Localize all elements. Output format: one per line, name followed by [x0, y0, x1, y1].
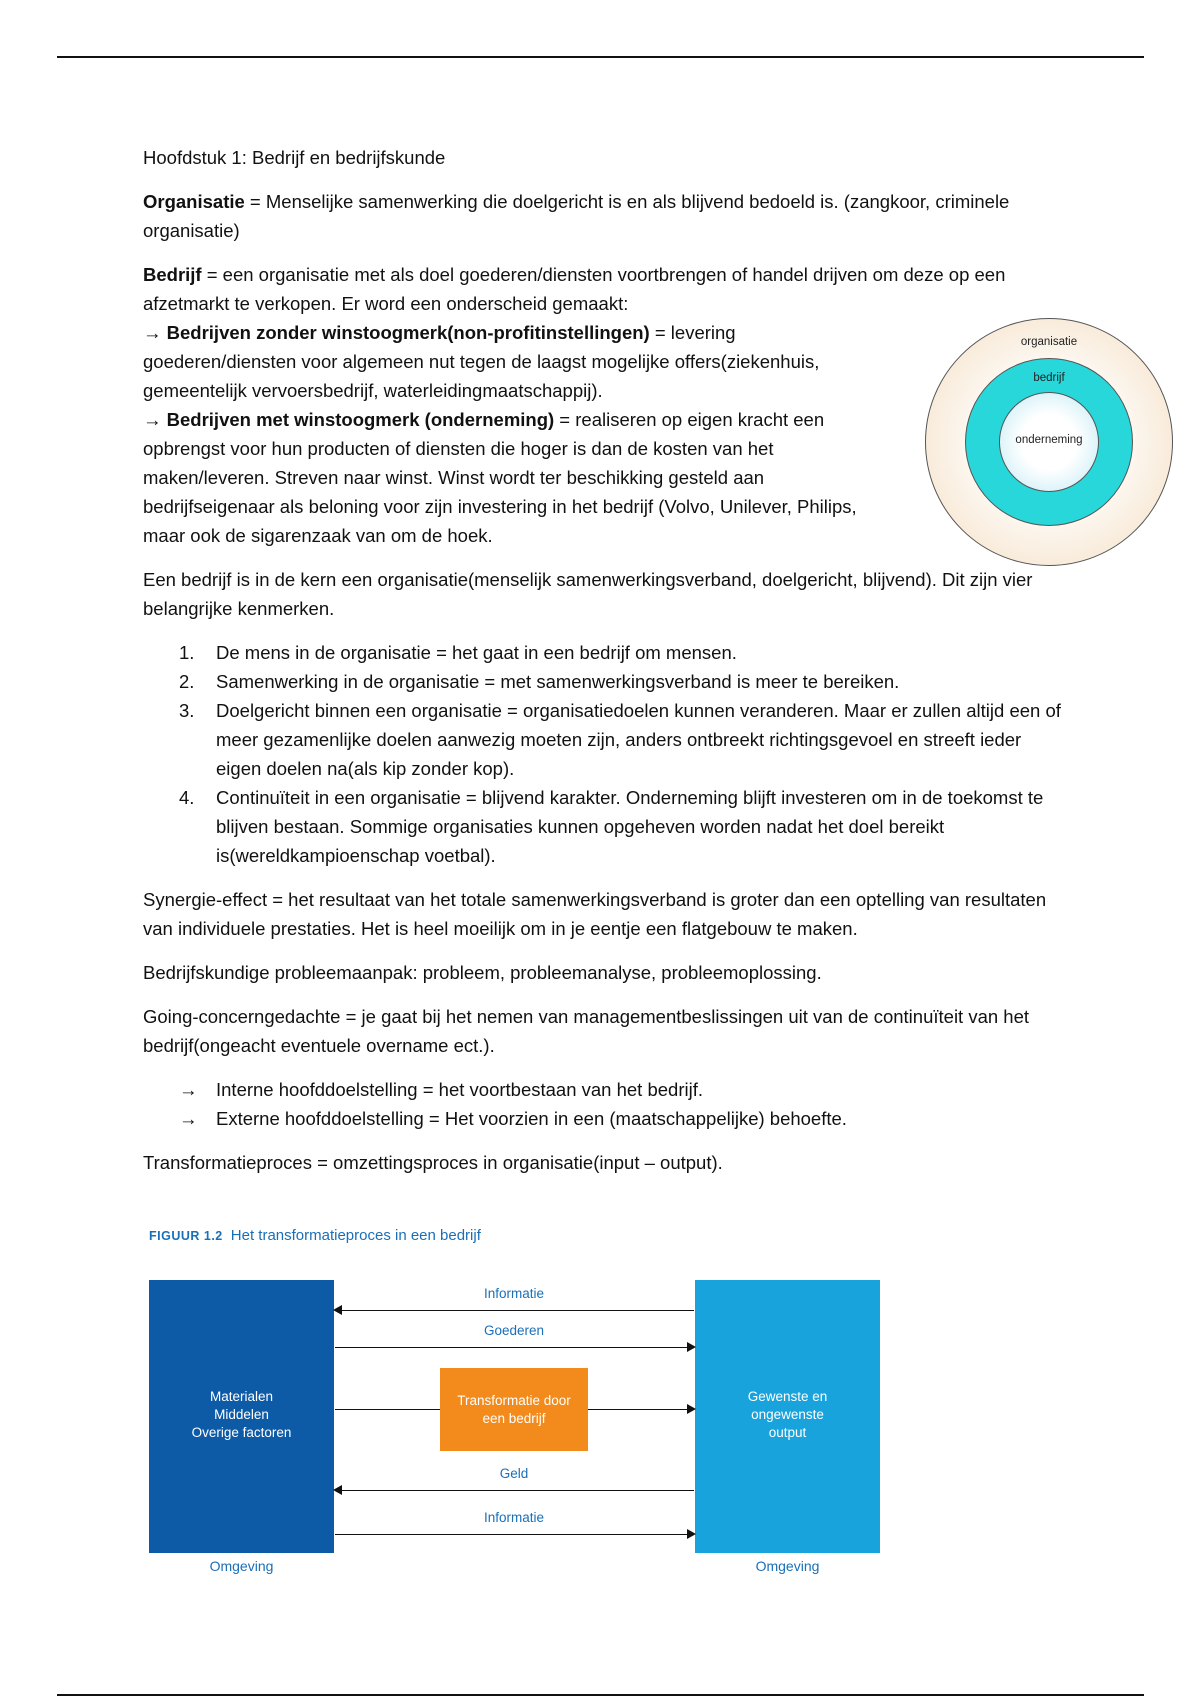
organisatie-term: Organisatie	[143, 191, 245, 212]
flow-arrow-informatie-top	[335, 1310, 694, 1311]
circle-label-onderneming: onderneming	[1015, 434, 1083, 446]
zonder-winst-term: Bedrijven zonder winstoogmerk(non-profitinstellingen)	[166, 322, 650, 343]
list-text: Samenwerking in de organisatie = met samenwerkingsverband is meer te bereiken.	[216, 671, 900, 692]
zonder-winst-text: = levering goederen/diensten voor algemeen nut tegen de laagst mogelijke offers(ziekenhuis, gemeentelijk vervoersbedrijf, waterleidingmaatschappij).	[143, 322, 820, 401]
header-rule	[57, 56, 1144, 58]
right-omgeving-caption: Omgeving	[755, 1558, 820, 1574]
output-box-text	[695, 1388, 880, 1442]
list-text: Interne hoofddoelstelling = het voortbestaan van het bedrijf.	[216, 1079, 703, 1100]
list-text: Doelgericht binnen een organisatie = organisatiedoelen kunnen veranderen. Maar er zullen altijd een of meer gezamenlijke doelen aanwezig moeten zijn, anders ontbreekt richtingsgevoel en streeft ieder eigen doelen na(als kip zonder kop).	[216, 700, 1061, 779]
list-text: De mens in de organisatie = het gaat in een bedrijf om mensen.	[216, 642, 737, 663]
transformation-diagram	[149, 1280, 881, 1580]
list-item	[143, 667, 1063, 696]
list-number: 3.	[179, 700, 195, 721]
list-item	[143, 696, 1063, 783]
flow-label-geld: Geld	[499, 1466, 529, 1481]
list-number: 2.	[179, 671, 195, 692]
list-number: 1.	[179, 642, 195, 663]
organisatie-text: = Menselijke samenwerking die doelgericht is en als blijvend bedoeld is. (zangkoor, criminele organisatie)	[143, 191, 1010, 241]
list-text: Continuïteit in een organisatie = blijvend karakter. Onderneming blijft investeren om in de toekomst te blijven bestaan. Sommige organisaties kunnen opgeheven worden nadat het doel bereikt is(wereldkampioenschap voetbal).	[216, 787, 1044, 866]
bedrijf-zonder-winst	[143, 318, 893, 405]
footer-rule	[57, 1694, 1144, 1696]
output-line: Gewenste en	[747, 1389, 828, 1404]
flow-label-informatie-bottom: Informatie	[483, 1510, 545, 1525]
list-item	[143, 783, 1063, 870]
list-item	[143, 1075, 1063, 1104]
figure-title-text: Het transformatieproces in een bedrijf	[230, 1227, 481, 1244]
organisatie-definition	[143, 187, 1063, 245]
input-line: Materialen	[209, 1389, 274, 1404]
transformation-box	[440, 1368, 588, 1451]
probleemaanpak-paragraph: Bedrijfskundige probleemaanpak: probleem, probleemanalyse, probleemoplossing.	[143, 962, 822, 983]
kern-paragraph: Een bedrijf is in de kern een organisatie(menselijk samenwerkingsverband, doelgericht, blijvend). Dit zijn vier belangrijke kenmerken.	[143, 569, 1033, 619]
input-box-text	[149, 1388, 334, 1442]
circle-label-bedrijf: bedrijf	[1033, 372, 1065, 384]
kenmerken-list	[143, 638, 1063, 870]
input-box	[149, 1280, 334, 1553]
going-concern-paragraph: Going-concerngedachte = je gaat bij het nemen van managementbeslissingen uit van de continuïteit van het bedrijf(ongeacht eventuele overname ect.).	[143, 1006, 1030, 1056]
list-item	[143, 1104, 1063, 1133]
left-omgeving-caption: Omgeving	[209, 1558, 274, 1574]
met-winst-term: Bedrijven met winstoogmerk (onderneming)	[166, 409, 555, 430]
transformation-line: een bedrijf	[482, 1411, 546, 1426]
input-line: Middelen	[214, 1407, 269, 1422]
flow-arrow-from-transformation	[588, 1409, 694, 1410]
flow-arrow-informatie-bottom	[335, 1534, 694, 1535]
output-line: output	[768, 1425, 807, 1440]
flow-arrow-geld	[335, 1490, 694, 1491]
bedrijf-definition	[143, 260, 1063, 318]
arrow-icon: →	[179, 1079, 198, 1100]
transformation-box-text	[440, 1392, 588, 1428]
synergie-paragraph: Synergie-effect = het resultaat van het totale samenwerkingsverband is groter dan een optelling van resultaten van individuele prestaties. Het is heel moeilijk om in je eentje een flatgebouw te maken.	[143, 889, 1047, 939]
input-line: Overige factoren	[191, 1425, 292, 1440]
output-box	[695, 1280, 880, 1553]
list-item	[143, 638, 1063, 667]
flow-arrow-goederen	[335, 1347, 694, 1348]
arrow-icon: →	[143, 409, 162, 430]
doelstellingen-list	[143, 1075, 1063, 1133]
list-number: 4.	[179, 787, 195, 808]
circle-label-organisatie: organisatie	[1020, 336, 1078, 348]
output-line: ongewenste	[751, 1407, 824, 1422]
flow-label-informatie-top: Informatie	[483, 1286, 545, 1301]
transformatie-paragraph: Transformatieproces = omzettingsproces in organisatie(input – output).	[143, 1152, 723, 1173]
transformation-line: Transformatie door	[457, 1393, 571, 1408]
list-text: Externe hoofddoelstelling = Het voorzien in een (maatschappelijke) behoefte.	[216, 1108, 847, 1129]
document-body	[143, 143, 1063, 1192]
flow-label-goederen: Goederen	[483, 1323, 545, 1338]
bedrijf-text: = een organisatie met als doel goederen/diensten voortbrengen of handel drijven om deze op een afzetmarkt te verkopen. Er word een onderscheid gemaakt:	[143, 264, 1006, 314]
bedrijf-term: Bedrijf	[143, 264, 202, 285]
bedrijf-met-winst	[143, 405, 893, 550]
organisatie-circles-figure	[925, 318, 1173, 566]
met-winst-text: = realiseren op eigen kracht een opbrengst voor hun producten of diensten die hoger is dan de kosten van het maken/leveren. Streven naar winst. Winst wordt ter beschikking gesteld aan bedrijfseigenaar als beloning voor zijn investering in het bedrijf (Volvo, Unilever, Philips, maar ook de sigarenzaak van om de hoek.	[143, 409, 857, 546]
chapter-heading: Hoofdstuk 1: Bedrijf en bedrijfskunde	[143, 147, 446, 168]
arrow-icon: →	[179, 1108, 198, 1129]
arrow-icon: →	[143, 322, 162, 343]
figure-caption	[149, 1227, 481, 1244]
flow-arrow-to-transformation	[335, 1409, 440, 1410]
figure-number: FIGUUR 1.2	[149, 1229, 223, 1243]
